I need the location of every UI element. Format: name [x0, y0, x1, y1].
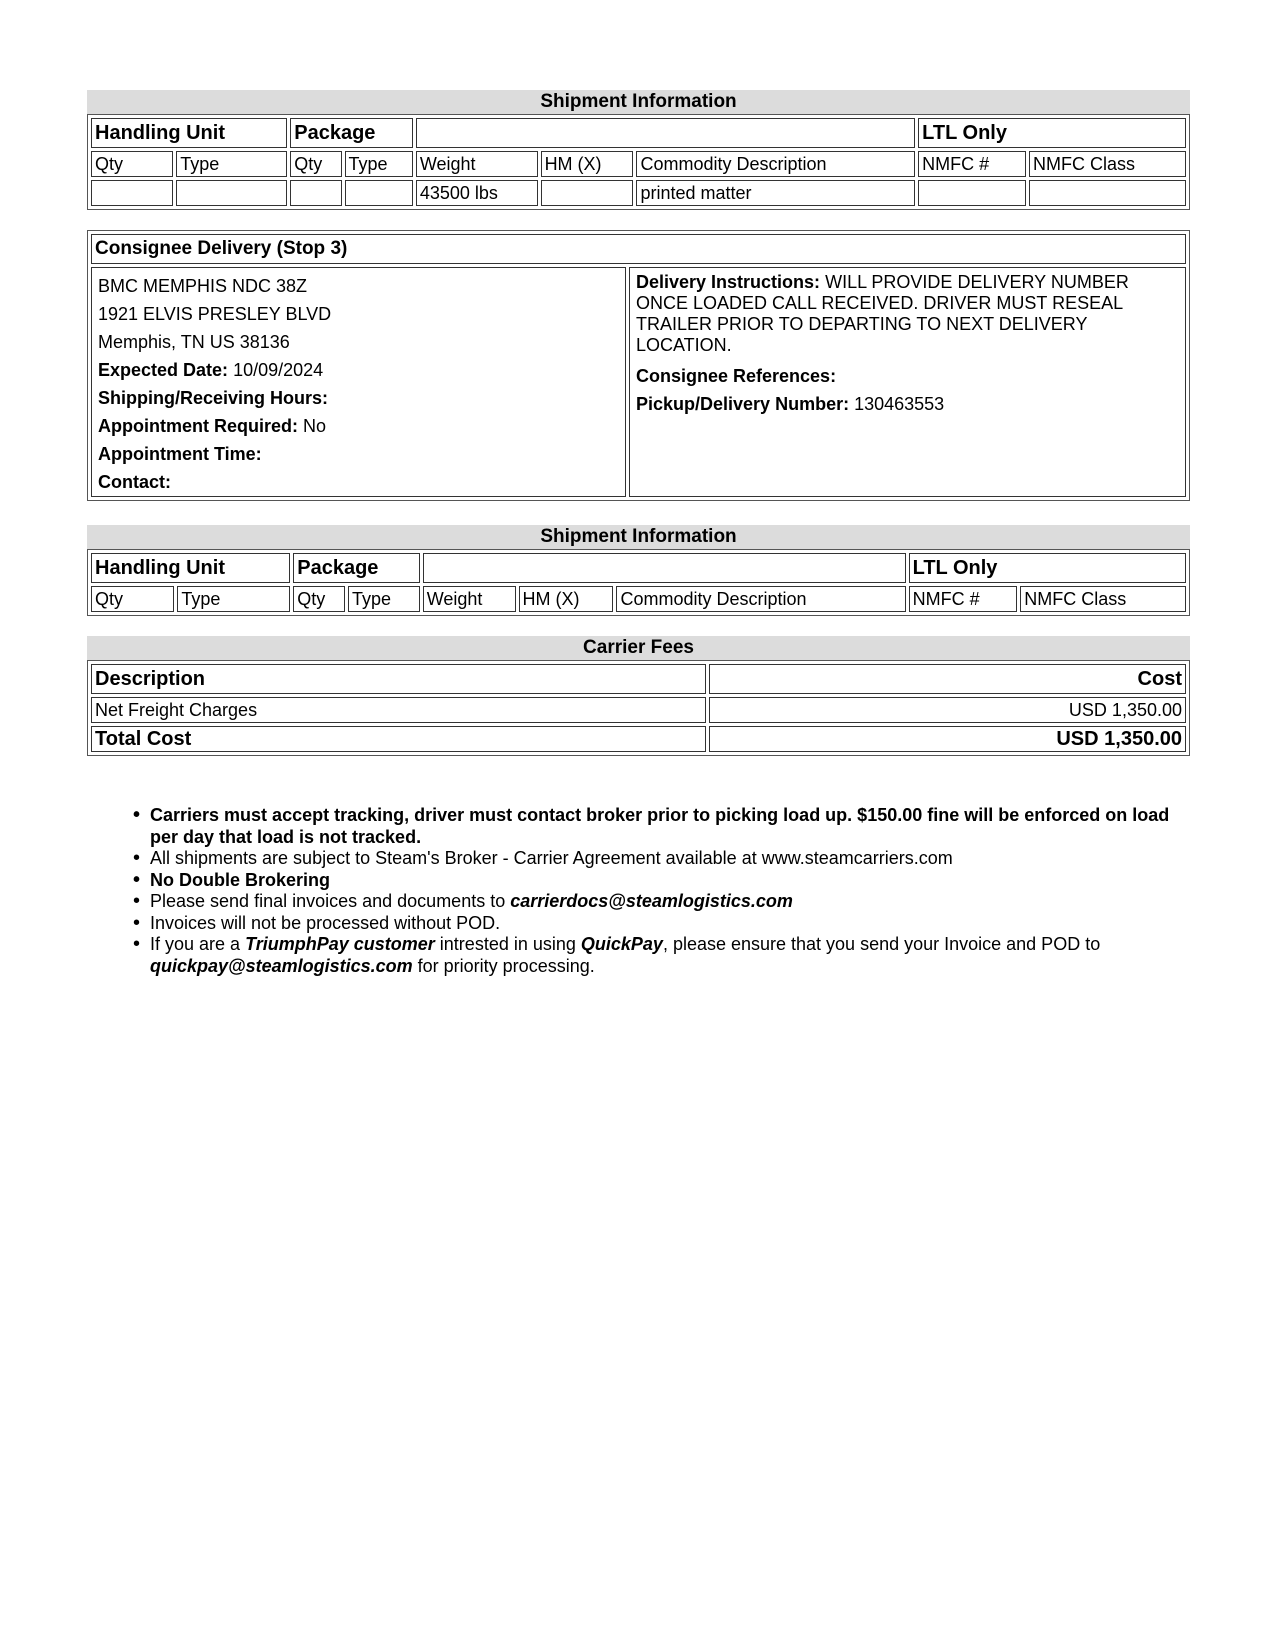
appointment-time-label: Appointment Time: [98, 444, 262, 464]
expected-date-value: 10/09/2024 [233, 360, 324, 380]
consignee-instructions-panel [629, 267, 1186, 497]
note-quickpay [131, 934, 1181, 977]
handling-unit-header: Handling Unit [91, 118, 287, 148]
ltl-only-header: LTL Only [909, 553, 1186, 583]
consignee-name: BMC MEMPHIS NDC 38Z [98, 276, 308, 296]
column-header: HM (X) [541, 151, 634, 177]
description-header: Description [91, 664, 706, 694]
column-header: Type [348, 586, 420, 612]
column-header: NMFC # [918, 151, 1026, 177]
delivery-instructions-text: WILL PROVIDE DELIVERY NUMBER ONCE LOADED CALL RECEIVED. DRIVER MUST RESEAL TRAILER PRIOR TO DEPARTING TO NEXT DELIVERY LOCATION. [636, 272, 1129, 355]
column-header: Qty [293, 586, 345, 612]
column-header: Type [177, 586, 290, 612]
delivery-instructions [636, 272, 1179, 356]
blank-header [416, 118, 915, 148]
hours-label: Shipping/Receiving Hours: [98, 388, 329, 408]
consignee-references-row [636, 362, 1179, 390]
section-title: Shipment Information [87, 525, 1190, 549]
total-cost-value: USD 1,350.00 [709, 726, 1186, 752]
note-double-brokering: • No Double Brokering [131, 870, 1181, 892]
column-header: Weight [423, 586, 516, 612]
column-header: Qty [91, 586, 174, 612]
consignee-title: Consignee Delivery (Stop 3) [91, 234, 1186, 264]
consignee-address-panel [91, 267, 626, 497]
appointment-required-label: Appointment Required: [98, 416, 298, 436]
expected-date-label: Expected Date: [98, 360, 229, 380]
quickpay-email-link[interactable]: quickpay@steamlogistics.com [150, 955, 413, 976]
package-header: Package [290, 118, 413, 148]
table-cell [345, 180, 413, 206]
fee-cost: USD 1,350.00 [709, 697, 1186, 723]
column-header: Commodity Description [616, 586, 905, 612]
carrierdocs-email-link[interactable]: carrierdocs@steamlogistics.com [510, 891, 793, 911]
consignee-references-label: Consignee References: [636, 366, 837, 386]
consignee-section [87, 230, 1190, 501]
column-header: Qty [91, 151, 173, 177]
carrier-fees-section [87, 636, 1190, 756]
shipment-info-section-1 [87, 90, 1190, 210]
column-header: Type [176, 151, 287, 177]
note-pod: • Invoices will not be processed without POD. [131, 913, 1181, 935]
consignee-address-line2: Memphis, TN US 38136 [98, 332, 290, 352]
pickup-number-label: Pickup/Delivery Number: [636, 394, 850, 414]
column-header: Type [345, 151, 413, 177]
table-cell [176, 180, 287, 206]
shipment-table [87, 114, 1190, 210]
note-invoices [131, 891, 1181, 913]
commodity-cell: printed matter [636, 180, 915, 206]
ltl-only-header: LTL Only [918, 118, 1186, 148]
appointment-required-value: No [303, 416, 327, 436]
terms-list [131, 805, 1181, 977]
column-header: NMFC Class [1020, 586, 1186, 612]
note-text: intrested in using [434, 934, 581, 954]
table-cell [1029, 180, 1186, 206]
expected-date-row [98, 356, 619, 384]
shipment-table [87, 549, 1190, 616]
delivery-instructions-label: Delivery Instructions: [636, 272, 821, 292]
column-header: NMFC Class [1029, 151, 1186, 177]
section-title: Shipment Information [87, 90, 1190, 114]
fee-description: Net Freight Charges [91, 697, 706, 723]
column-header: NMFC # [909, 586, 1018, 612]
note-text: , please ensure that you send your Invoice and POD to [662, 934, 1101, 954]
cost-header: Cost [709, 664, 1186, 694]
pickup-number-value: 130463553 [854, 394, 945, 414]
note-text: If you are a [150, 934, 246, 954]
note-text: for priority processing. [412, 955, 595, 976]
contact-label: Contact: [98, 472, 171, 492]
note-invoices-text: Please send final invoices and documents to [150, 891, 511, 911]
handling-unit-header: Handling Unit [91, 553, 290, 583]
table-cell [918, 180, 1026, 206]
consignee-box [87, 230, 1190, 501]
note-agreement: • All shipments are subject to Steam's Broker - Carrier Agreement available at www.steamcarriers.com [131, 848, 1181, 870]
total-cost-label: Total Cost [91, 726, 706, 752]
triumphpay-text: TriumphPay customer [245, 934, 435, 954]
appointment-required-row [98, 412, 619, 440]
hours-row [98, 384, 619, 412]
column-header: Commodity Description [636, 151, 915, 177]
fees-table [87, 660, 1190, 756]
weight-cell: 43500 lbs [416, 180, 538, 206]
table-cell [541, 180, 634, 206]
quickpay-text: QuickPay [580, 934, 663, 954]
blank-header [423, 553, 906, 583]
shipment-info-section-2 [87, 525, 1190, 616]
pickup-number-row [636, 390, 1179, 418]
contact-row [98, 468, 619, 496]
appointment-time-row [98, 440, 619, 468]
note-tracking: • Carriers must accept tracking, driver must contact broker prior to picking load up. $150.00 fine will be enforced on load per day that load is not tracked. [131, 805, 1181, 848]
section-title: Carrier Fees [87, 636, 1190, 660]
table-cell [290, 180, 341, 206]
consignee-address-line1: 1921 ELVIS PRESLEY BLVD [98, 304, 332, 324]
package-header: Package [293, 553, 419, 583]
table-cell [91, 180, 173, 206]
column-header: HM (X) [519, 586, 614, 612]
column-header: Qty [290, 151, 341, 177]
column-header: Weight [416, 151, 538, 177]
